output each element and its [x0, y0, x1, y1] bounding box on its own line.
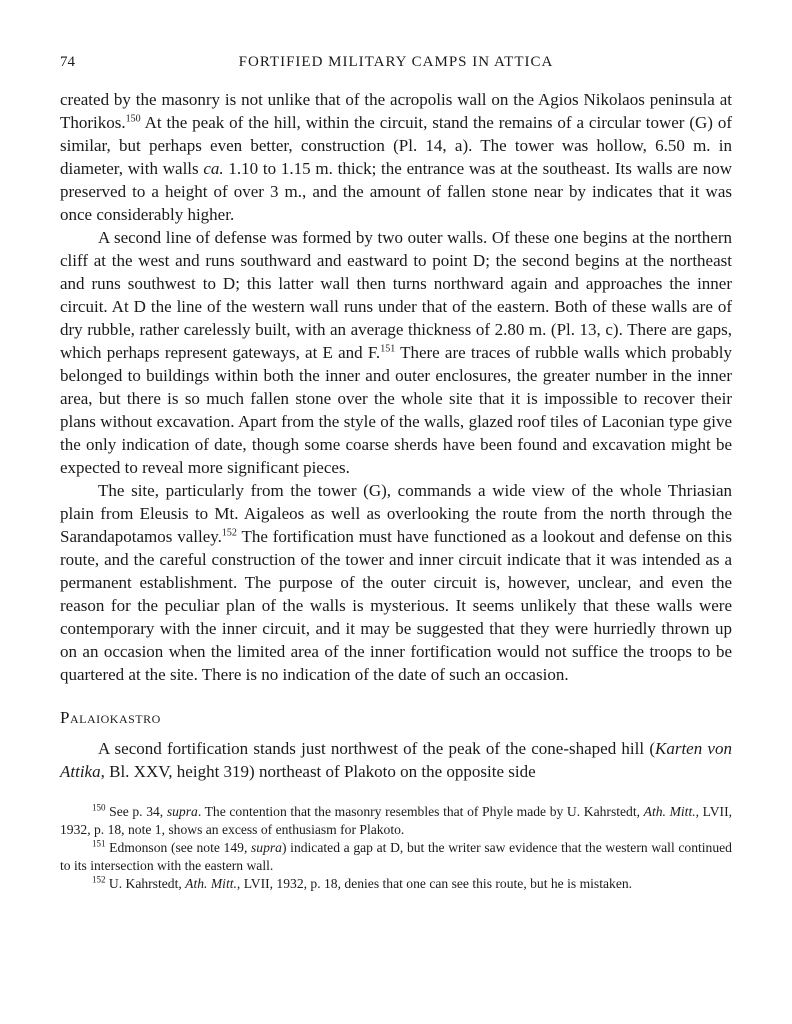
body-text	[60, 88, 732, 783]
paragraph-1: created by the masonry is not unlike that of the acropolis wall on the Agios Nikolaos peninsula at Thorikos.$^{150}$ At the peak of the hill, within the circuit, stand the remains of a circular tower (G) of similar, but perhaps even better, construction (Pl. 14, a). The tower was hollow, 6.50 m. in diameter, with walls ca. 1.10 to 1.15 m. thick; the entrance was at the southeast. Its walls are now preserved to a height of over 3 m., and the amount of fallen stone near by indicates that it was once considerably higher.	[60, 90, 732, 224]
footnote-150: $^{150}$ See p. 34, supra. The contention that the masonry resembles that of Phyle made by U. Kahrstedt, Ath. Mitt., LVII, 1932, p. 18, note 1, shows an excess of enthusiasm for Plakoto.	[60, 802, 732, 837]
footnote-ref-152[interactable]: 152	[221, 527, 237, 539]
footnote-number: 150	[92, 802, 106, 813]
paragraph-2: A second line of defense was formed by two outer walls. Of these one begins at the northern cliff at the west and runs southward and eastward to point D; the second begins at the northeast and runs southwest to D; this latter wall then turns northward again and approaches the inner circuit. At D the line of the western wall runs under that of the eastern. Both of these walls are of dry rubble, rather carelessly built, with an average thickness of 2.80 m. (Pl. 13, c). There are gaps, which perhaps represent gateways, at E and F.$^{151}$ There are traces of rubble walls which probably belonged to buildings within both the inner and outer enclosures, the greater number in the inner area, but there is so much fallen stone over the whole site that it is impossible to recover their plans without excavation. Apart from the style of the walls, glazed roof tiles of Laconian type give the only indication of date, though some coarse sherds have been found and excavation might be expected to reveal more significant pieces.	[60, 228, 732, 477]
footnote-number: 152	[92, 874, 106, 885]
paragraph-4: A second fortification stands just northwest of the peak of the cone-shaped hill (Karten von Attika, Bl. XXV, height 319) northeast of Plakoto on the opposite side	[60, 739, 732, 781]
paragraph-3: The site, particularly from the tower (G), commands a wide view of the whole Thriasian plain from Eleusis to Mt. Aigaleos as well as overlooking the route from the north through the Sarandapotamos valley.$^{152}$ The fortification must have functioned as a lookout and defense on this route, and the careful construction of the tower and inner circuit indicate that it was intended as a permanent establishment. The purpose of the outer circuit is, however, unclear, and even the reason for the peculiar plan of the walls is mysterious. It seems unlikely that these walls were contemporary with the inner circuit, and it may be suggested that they were hurriedly thrown up on an occasion when the limited area of the inner fortification would not suffice the troops to be quartered at the site. There is no indication of the date of such an occasion.	[60, 481, 732, 684]
footnote-151: $^{151}$ Edmonson (see note 149, supra) indicated a gap at D, but the writer saw evidence that the western wall continued to its intersection with the eastern wall.	[60, 838, 732, 873]
running-title: FORTIFIED MILITARY CAMPS IN ATTICA	[238, 54, 554, 70]
page	[60, 50, 732, 1010]
footnote-ref-150[interactable]: 150	[125, 113, 141, 125]
footnote-number: 151	[92, 838, 106, 849]
section-heading: Palaiokastro	[60, 708, 161, 727]
footnote-152: $^{152}$ U. Kahrstedt, Ath. Mitt., LVII, 1932, p. 18, denies that one can see this route, but he is mistaken.	[92, 874, 633, 891]
footnote-ref-151[interactable]: 151	[380, 343, 396, 355]
page-number: 74	[60, 54, 75, 70]
footnotes	[60, 803, 732, 893]
running-head	[60, 50, 732, 74]
